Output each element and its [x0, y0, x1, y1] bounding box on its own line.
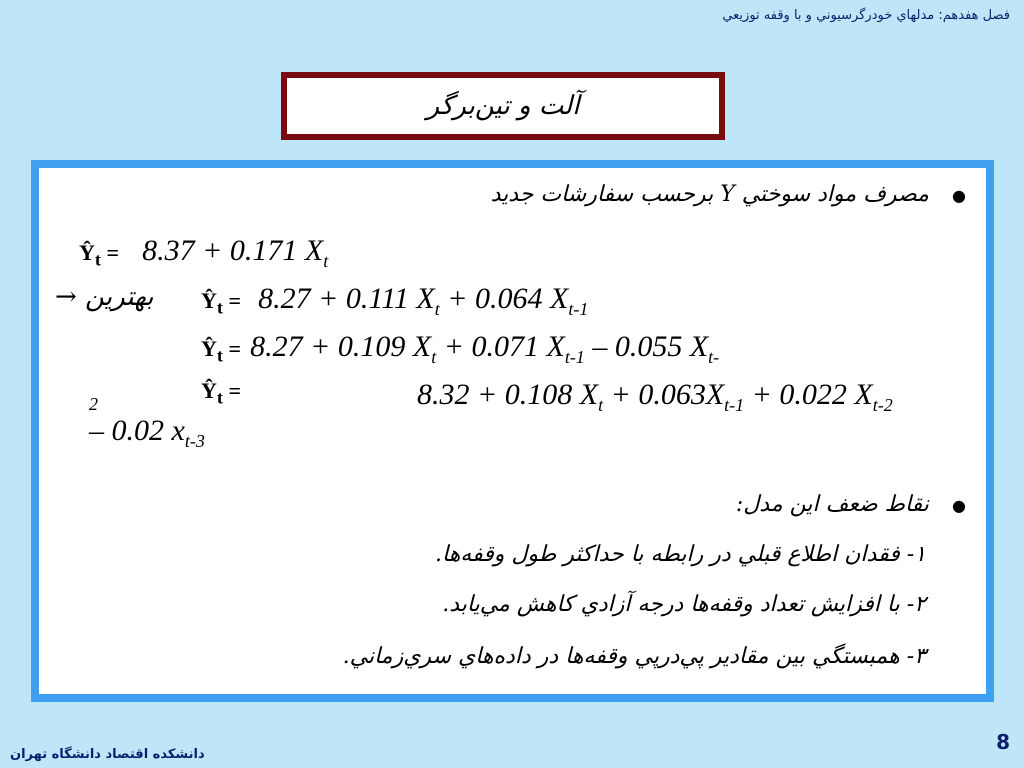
eq1-yhat: $Ŷ_t$ = [79, 240, 120, 270]
bullet-1-text: مصرف مواد سوختي Y برحسب سفارشات جديد [490, 182, 929, 207]
footer-institution: دانشكده اقتصاد دانشگاه تهران [10, 747, 205, 762]
content-box [31, 160, 994, 702]
equation-2 [201, 282, 588, 320]
bullet-item-2 [736, 492, 966, 517]
equation-4 [201, 378, 241, 408]
best-model-label: بهترين → [55, 282, 154, 312]
slide-title-box [281, 72, 725, 140]
eq4-wrap-superscript: 2 [89, 394, 98, 414]
eq2-yhat: $Ŷ_t$ = [201, 288, 242, 318]
weakness-item-2: ۲- با افزايش تعداد وقفه‌ها درجه آزادي كاهش مي‌يابد. [442, 592, 926, 617]
eq1-rhs: 8.37 + 0.171 $X_t$ [142, 234, 329, 271]
weakness-item-3: ۳- همبستگي بين مقادير پي‌درپي وقفه‌ها در داده‌هاي سري‌زماني. [342, 644, 926, 669]
weakness-item-1: ۱- فقدان اطلاع قبلي در رابطه با حداكثر طول وقفه‌ها. [435, 542, 926, 567]
bullet-icon: ● [952, 186, 966, 205]
bullet-item-1 [491, 182, 966, 207]
bullet-2-text: نقاط ضعف اين مدل: [735, 492, 929, 517]
eq4-rhs: 8.32 + 0.108 $X_t + 0.063X_{t-1} + 0.022$ $X_{t-2}$ [417, 378, 893, 415]
eq3-rhs: 8.27 + 0.109 $X_t + 0.071$ $X_{t-1} - 0.055$ $X_{t-}$ [250, 330, 720, 367]
eq4-yhat: $Ŷ_t$ = [201, 378, 242, 408]
bullet-icon: ● [952, 496, 966, 515]
eq2-rhs: 8.27 + 0.111 $X_t + 0.064$ $X_{t-1}$ [258, 282, 589, 319]
eq3-yhat: $Ŷ_t$ = [201, 336, 242, 366]
page-number: 8 [996, 730, 1010, 754]
eq4-wrap: – 0.02 $x_{t-3}$ [89, 414, 205, 451]
chapter-header: فصل هفدهم: مدلهاي خودرگرسيوني و با وقفه توزيعي [722, 8, 1010, 23]
equation-3 [201, 330, 719, 368]
slide-title: آلت و تين‌برگر [426, 91, 580, 121]
equation-1 [79, 234, 328, 272]
